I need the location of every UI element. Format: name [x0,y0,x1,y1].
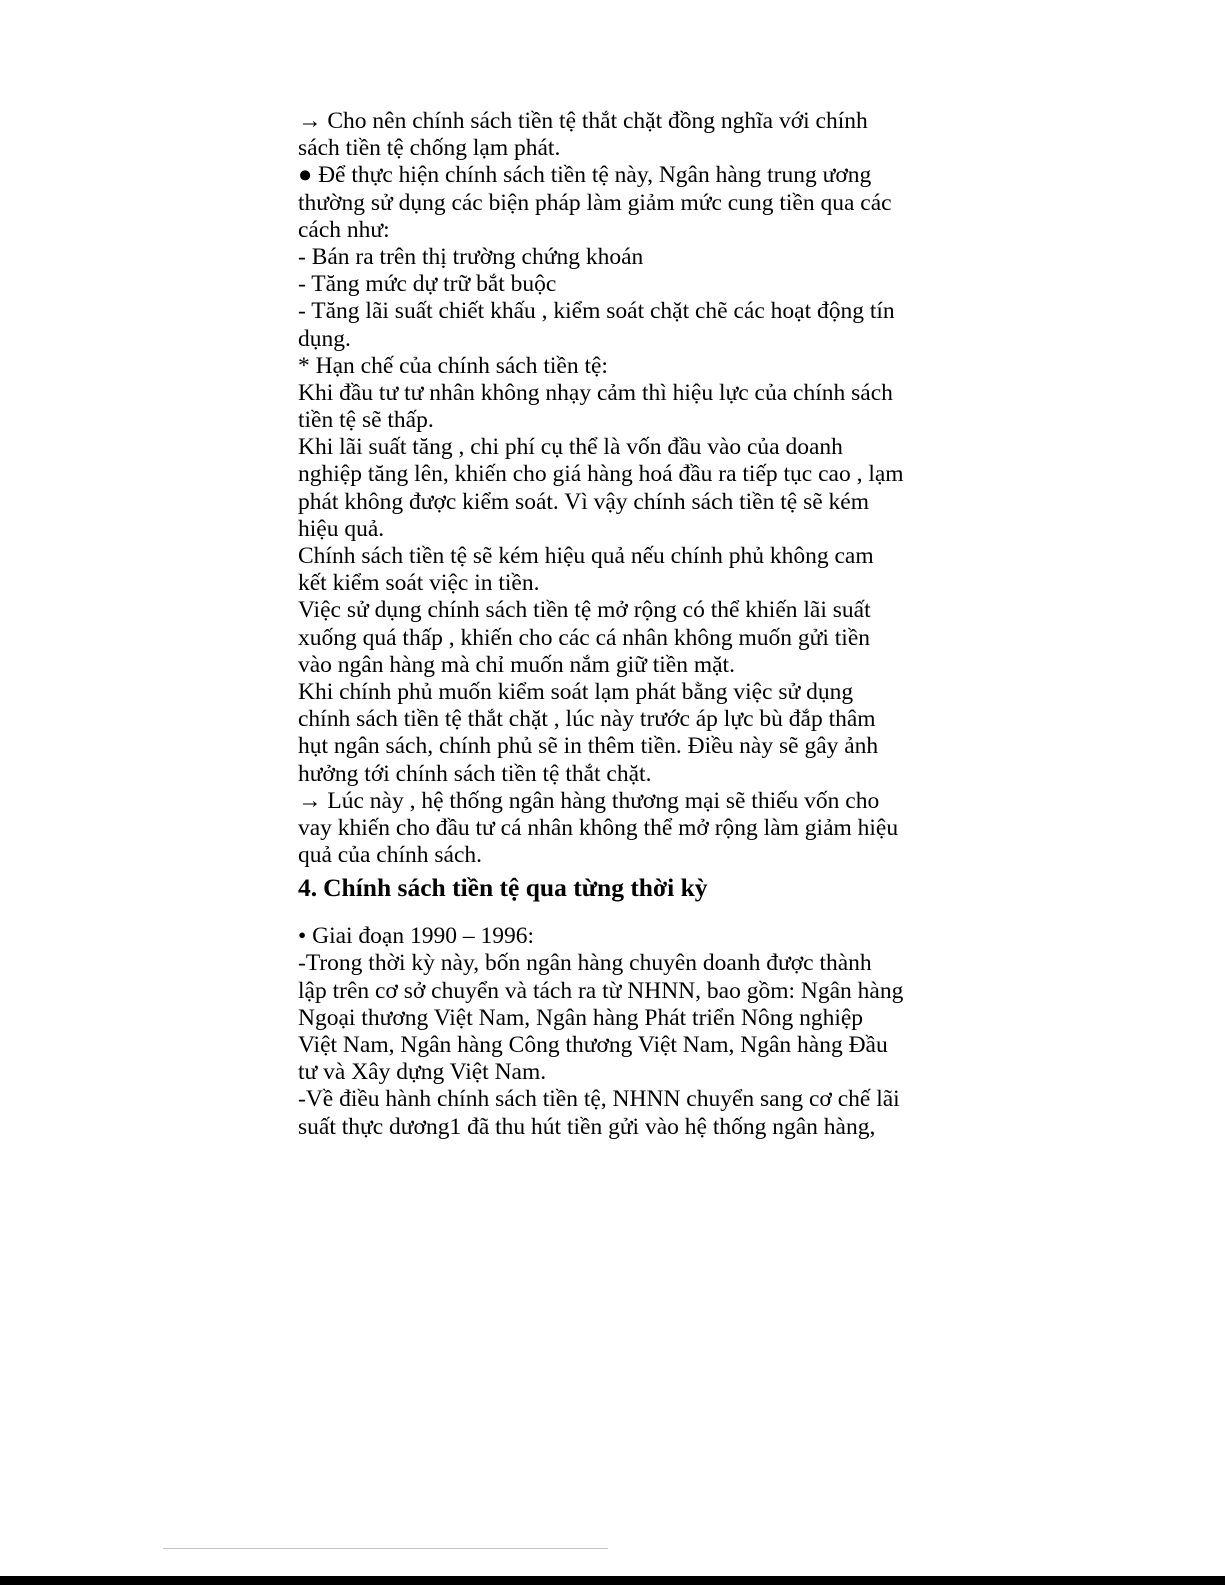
text-line: -Trong thời kỳ này, bốn ngân hàng chuyên doanh được thành [298,950,872,977]
text-line: tiền tệ sẽ thấp. [298,407,434,434]
footnote-separator [163,1548,608,1549]
text-line: Việc sử dụng chính sách tiền tệ mở rộng có thể khiến lãi suất [298,597,871,624]
text-line: chính sách tiền tệ thắt chặt , lúc này trước áp lực bù đắp thâm [298,706,876,733]
text-line: thường sử dụng các biện pháp làm giảm mức cung tiền qua các [298,189,892,216]
text-line: quả của chính sách. [298,842,483,869]
text-line: - Bán ra trên thị trường chứng khoán [298,243,644,270]
text-line: Khi chính phủ muốn kiểm soát lạm phát bằng việc sử dụng [298,678,854,705]
text-line: phát không được kiểm soát. Vì vậy chính sách tiền tệ sẽ kém [298,488,869,515]
section-heading [298,871,938,905]
text-line: Việt Nam, Ngân hàng Công thương Việt Nam, Ngân hàng Đầu [298,1032,888,1058]
paragraph-block-before-heading [298,108,938,869]
text-line: sách tiền tệ chống lạm phát. [298,135,561,162]
paragraph-block-after-heading [298,923,938,1141]
text-line: Chính sách tiền tệ sẽ kém hiệu quả nếu chính phủ không cam [298,543,874,569]
text-line: hụt ngân sách, chính phủ sẽ in thêm tiền. Điều này sẽ gây ảnh [298,733,879,760]
text-line: cách như: [298,216,390,243]
text-line: kết kiểm soát việc in tiền. [298,570,540,597]
text-line: Ngoại thương Việt Nam, Ngân hàng Phát triển Nông nghiệp [298,1004,864,1031]
text-line: • Giai đoạn 1990 – 1996: [298,923,535,950]
text-line: Khi lãi suất tăng , chi phí cụ thể là vốn đầu vào của doanh [298,434,843,461]
text-line: xuống quá thấp , khiến cho các cá nhân không muốn gửi tiền [298,624,871,651]
text-line: ● Để thực hiện chính sách tiền tệ này, Ngân hàng trung ương [298,162,872,189]
text-line: * Hạn chế của chính sách tiền tệ: [298,352,608,379]
text-line: vay khiến cho đầu tư cá nhân không thể mở rộng làm giảm hiệu [298,814,899,841]
text-line: Khi đầu tư tư nhân không nhạy cảm thì hiệu lực của chính sách [298,379,893,406]
text-line: - Tăng mức dự trữ bắt buộc [298,271,557,298]
text-line: hiệu quả. [298,515,385,542]
text-line: vào ngân hàng mà chỉ muốn nắm giữ tiền mặt. [298,651,735,678]
text-line: suất thực dương1 đã thu hút tiền gửi vào hệ thống ngân hàng, [298,1113,876,1140]
text-line: dụng. [298,325,351,352]
page-bottom-border [0,1576,1225,1585]
document-body [298,108,938,1141]
text-line: → Lúc này , hệ thống ngân hàng thương mại sẽ thiếu vốn cho [298,787,880,814]
section-heading-number: 4. [298,873,318,903]
text-line: hưởng tới chính sách tiền tệ thắt chặt. [298,760,652,787]
text-line: → Cho nên chính sách tiền tệ thắt chặt đồng nghĩa với chính [298,108,868,134]
text-line: lập trên cơ sở chuyển và tách ra từ NHNN, bao gồm: Ngân hàng [298,977,904,1004]
section-heading-text: Chính sách tiền tệ qua từng thời kỳ [323,873,708,903]
text-line: tư và Xây dựng Việt Nam. [298,1059,547,1086]
text-line: - Tăng lãi suất chiết khấu , kiểm soát chặt chẽ các hoạt động tín [298,298,895,325]
text-line: nghiệp tăng lên, khiến cho giá hàng hoá đầu ra tiếp tục cao , lạm [298,461,904,488]
text-line: -Về điều hành chính sách tiền tệ, NHNN chuyển sang cơ chế lãi [298,1086,900,1113]
